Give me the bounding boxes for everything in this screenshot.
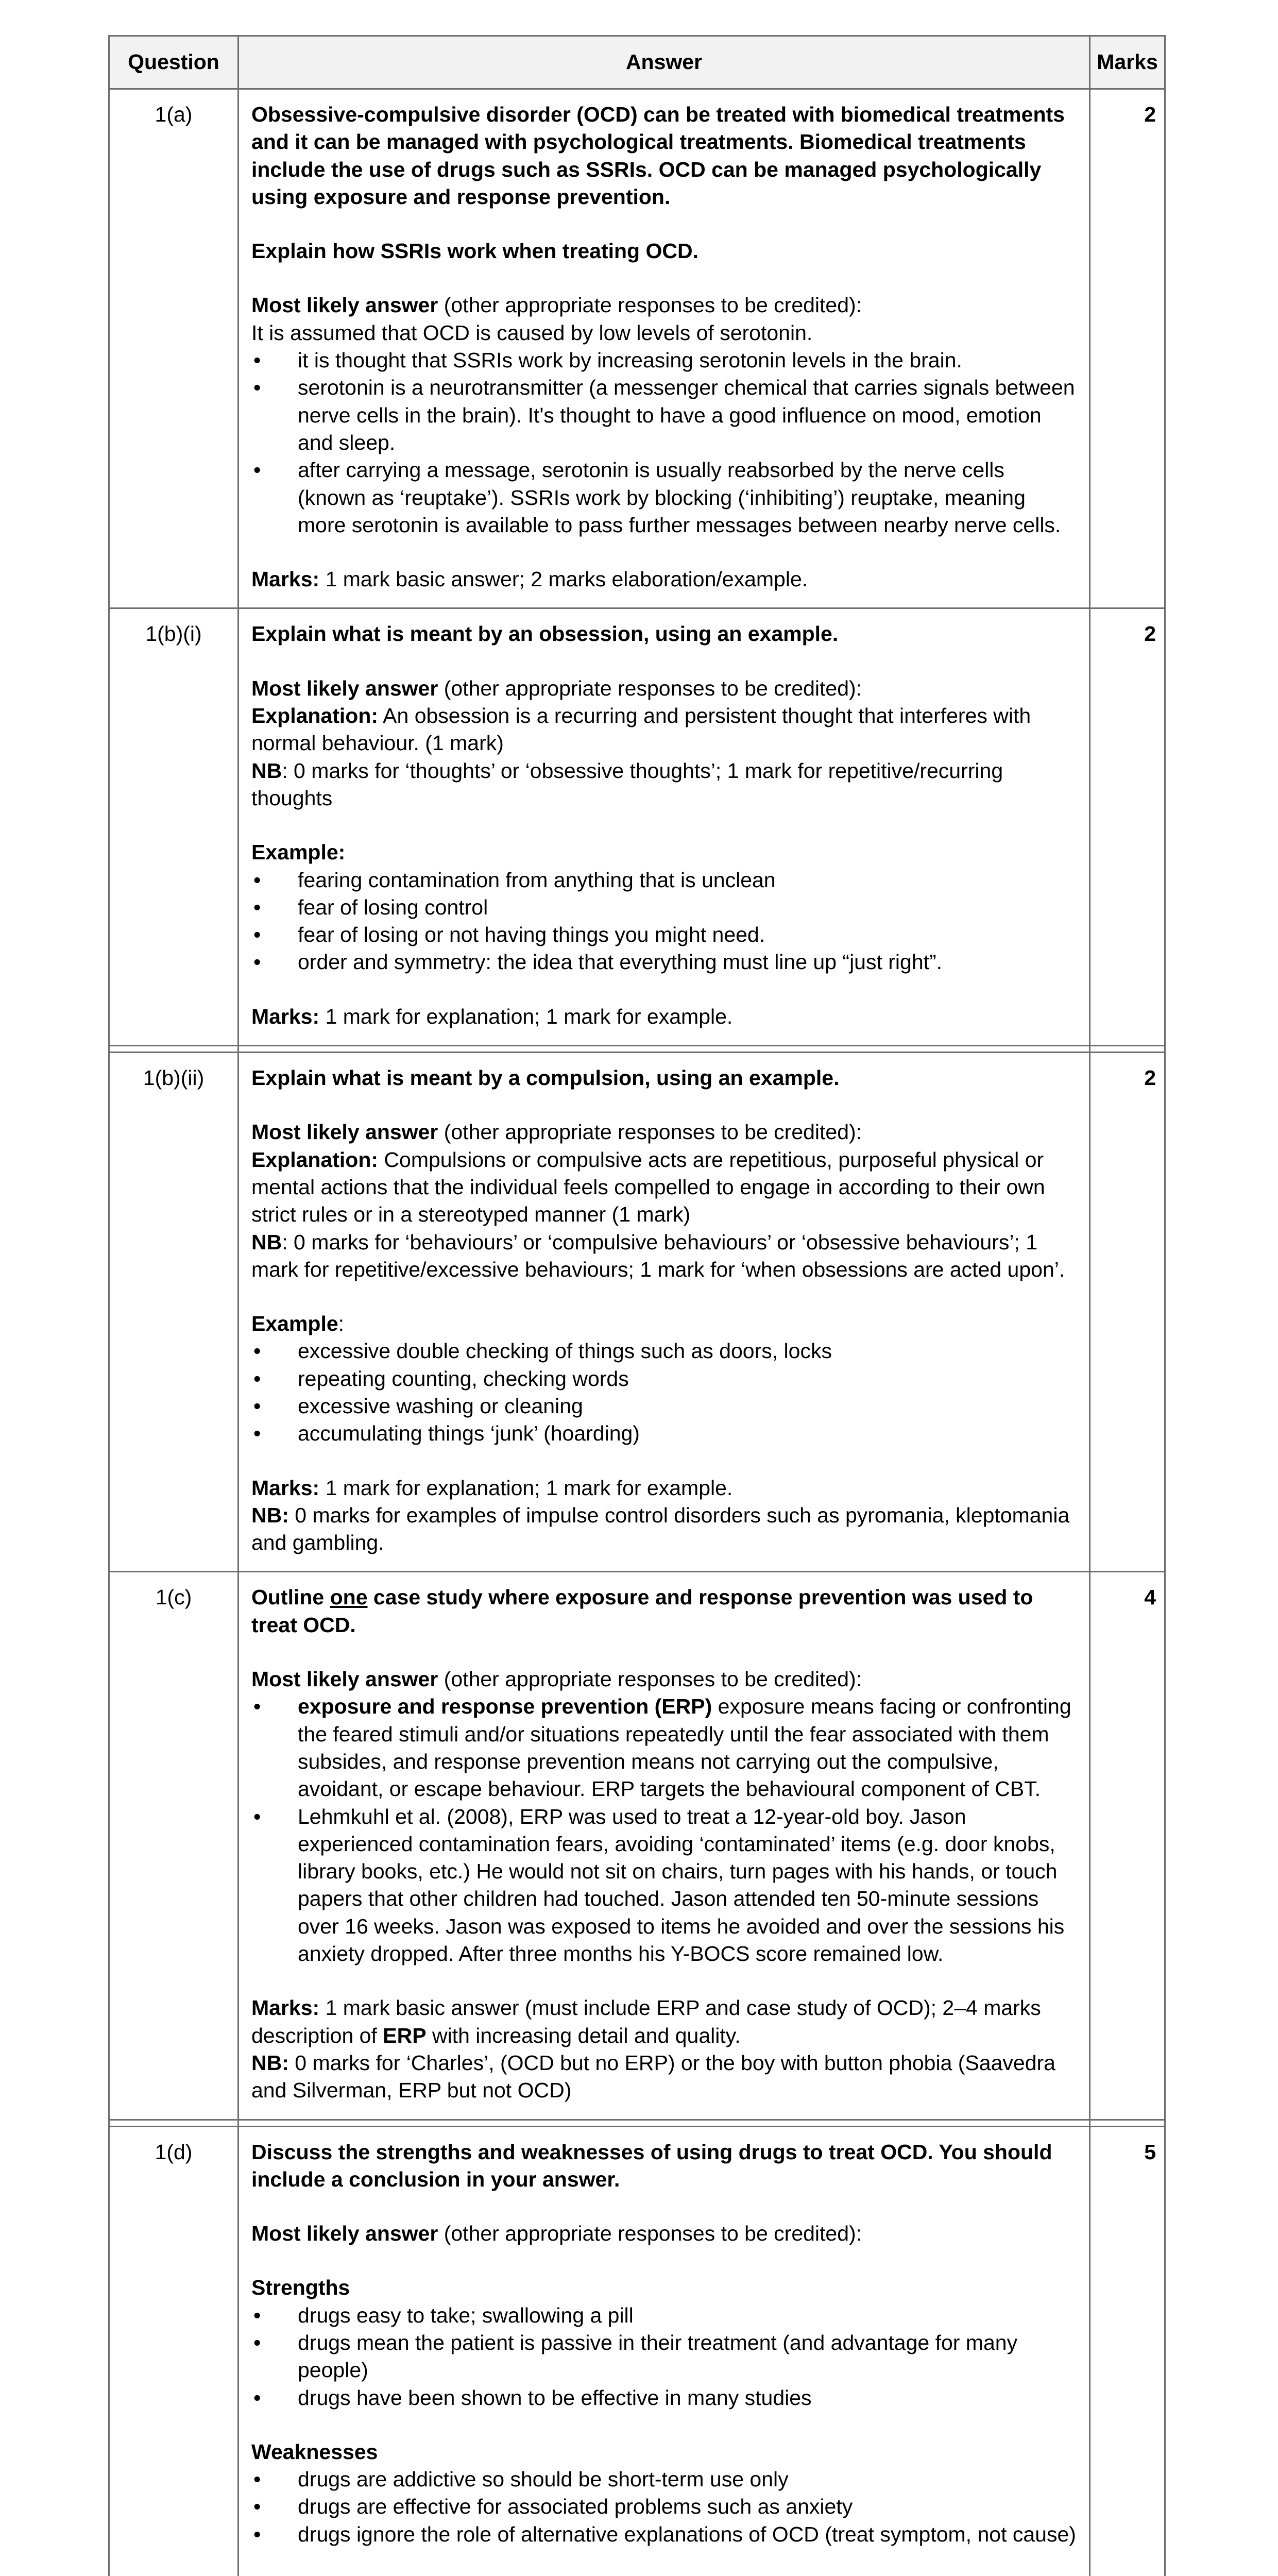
list-item: • drugs ignore the role of alternative explanations of OCD (treat symptom, not cause)	[251, 2521, 1077, 2548]
nb-note	[251, 1502, 1077, 1557]
answer-column-header: Answer	[238, 36, 1090, 89]
nb-label: NB	[251, 1230, 282, 1254]
most-likely-answer-note: (other appropriate responses to be credited):	[438, 676, 862, 700]
most-likely-answer-line	[251, 1118, 1077, 1146]
marks-guidance-text: 1 mark basic answer; 2 marks elaboration/example.	[319, 567, 808, 591]
nb-note	[251, 1229, 1077, 1284]
question-text-end: case study where exposure and response prevention was used to treat OCD.	[251, 1585, 1033, 1637]
list-item: • drugs mean the patient is passive in their treatment (and advantage for many people)	[251, 2329, 1077, 2384]
nb-text: : 0 marks for ‘behaviours’ or ‘compulsive behaviours’ or ‘obsessive behaviours’; 1 mark for repetitive/excessive behaviours; 1 mark for ‘when obsessions are acted upon’.	[251, 1230, 1065, 1281]
list-item: • drugs are addictive so should be short-term use only	[251, 2466, 1077, 2493]
question-column-header: Question	[109, 36, 238, 89]
marks-column-header: Marks	[1090, 36, 1165, 89]
list-item: • excessive double checking of things such as doors, locks	[251, 1337, 1077, 1365]
row-separator	[109, 2120, 1165, 2126]
list-item: • order and symmetry: the idea that everything must line up “just right”.	[251, 948, 1077, 976]
table-row-1a	[109, 89, 1165, 608]
marks-guidance	[251, 1475, 1077, 1502]
list-item: • fear of losing control	[251, 894, 1077, 921]
erp-definition: exposure means facing or confronting the feared stimuli and/or situations repeatedly until the fear associated with them subsides, and response prevention means not carrying out the compulsive, avoidant, or escape behaviour. ERP targets the behavioural component of CBT.	[298, 1694, 1071, 1801]
nb-text: 0 marks for examples of impulse control disorders such as pyromania, kleptomania and gambling.	[251, 1503, 1070, 1555]
answer-cell	[238, 608, 1090, 1046]
question-text: Explain what is meant by a compulsion, using an example.	[251, 1066, 840, 1090]
question-text	[251, 1584, 1077, 1639]
marks-guidance-text: 1 mark for explanation; 1 mark for example.	[319, 1004, 733, 1028]
question-number: 1(b)(ii)	[109, 1053, 238, 1572]
marks-guidance	[251, 1003, 1077, 1030]
explanation-line	[251, 702, 1077, 757]
most-likely-answer-note: (other appropriate responses to be credited):	[438, 1120, 862, 1144]
explanation-label: Explanation:	[251, 704, 379, 728]
marks-guidance	[251, 566, 1077, 593]
explanation-label: Explanation:	[251, 1147, 379, 1172]
list-item: • drugs have been shown to be effective in many studies	[251, 2384, 1077, 2412]
marks-value: 2	[1090, 1053, 1165, 1572]
mark-scheme-table	[108, 35, 1166, 2576]
marks-value: 5	[1090, 2126, 1165, 2576]
most-likely-answer-label: Most likely answer	[251, 2222, 438, 2246]
list-item: • excessive washing or cleaning	[251, 1393, 1077, 1420]
most-likely-answer-line	[251, 1666, 1077, 1693]
list-item: • it is thought that SSRIs work by increasing serotonin levels in the brain.	[251, 347, 1077, 374]
marks-guidance	[251, 1994, 1077, 2049]
most-likely-answer-line	[251, 675, 1077, 702]
marks-guidance-label: Marks:	[251, 1004, 320, 1028]
nb-label: NB	[251, 758, 282, 783]
nb-text: : 0 marks for ‘thoughts’ or ‘obsessive thoughts’; 1 mark for repetitive/recurring thoughts	[251, 758, 1003, 810]
list-item: • repeating counting, checking words	[251, 1365, 1077, 1393]
list-item: • drugs are effective for associated problems such as anxiety	[251, 2493, 1077, 2520]
nb-label: NB:	[251, 2050, 289, 2075]
answer-cell	[238, 2126, 1090, 2576]
answer-cell	[238, 1053, 1090, 1572]
most-likely-answer-label: Most likely answer	[251, 676, 438, 700]
marks-guidance-label: Marks:	[251, 1996, 320, 2020]
table-row-1c	[109, 1572, 1165, 2120]
question-text-emphasis: one	[330, 1585, 368, 1609]
most-likely-answer-line	[251, 292, 1077, 319]
list-item: • fear of losing or not having things you might need.	[251, 921, 1077, 948]
erp-term: exposure and response prevention (ERP)	[298, 1694, 712, 1719]
most-likely-answer-note: (other appropriate responses to be credited):	[438, 2222, 862, 2246]
list-item: • fearing contamination from anything that is unclean	[251, 867, 1077, 894]
answer-cell	[238, 89, 1090, 608]
answer-bullet-list	[251, 347, 1077, 539]
marks-value: 4	[1090, 1572, 1165, 2120]
example-label: Example:	[251, 840, 346, 865]
weaknesses-bullet-list	[251, 2466, 1077, 2548]
question-text-start: Outline	[251, 1585, 330, 1609]
list-item	[251, 1693, 1077, 1803]
example-bullet-list	[251, 1337, 1077, 1447]
question-number: 1(a)	[109, 89, 238, 608]
most-likely-answer-label: Most likely answer	[251, 1120, 438, 1144]
question-text: Explain what is meant by an obsession, using an example.	[251, 622, 839, 646]
example-colon: :	[338, 1312, 345, 1336]
list-item: • drugs easy to take; swallowing a pill	[251, 2302, 1077, 2329]
marks-value: 2	[1090, 608, 1165, 1046]
marks-guidance-label: Marks:	[251, 567, 320, 591]
question-number: 1(d)	[109, 2126, 238, 2576]
answer-bullet-list	[251, 1693, 1077, 1968]
example-label: Example	[251, 1312, 338, 1336]
nb-text: 0 marks for ‘Charles’, (OCD but no ERP) or the boy with button phobia (Saavedra and Silverman, ERP but not OCD)	[251, 2050, 1055, 2103]
table-header-row	[109, 36, 1165, 89]
marks-guidance-label: Marks:	[251, 1476, 320, 1500]
explanation-text: An obsession is a recurring and persistent thought that interferes with normal behaviour. (1 mark)	[251, 704, 1031, 755]
list-item: • serotonin is a neurotransmitter (a messenger chemical that carries signals between nerve cells in the brain). It's thought to have a good influence on mood, emotion and sleep.	[251, 374, 1077, 456]
nb-label: NB:	[251, 1503, 289, 1527]
explanation-text: Compulsions or compulsive acts are repetitious, purposeful physical or mental actions that the individual feels compelled to engage in according to their own strict rules or in a stereotyped manner (1 mark)	[251, 1147, 1045, 1227]
marks-value: 2	[1090, 89, 1165, 608]
table-row-1d	[109, 2126, 1165, 2576]
most-likely-answer-line	[251, 2220, 1077, 2247]
question-number: 1(c)	[109, 1572, 238, 2120]
strengths-bullet-list	[251, 2302, 1077, 2412]
strengths-heading: Strengths	[251, 2276, 350, 2300]
question-text: Discuss the strengths and weaknesses of using drugs to treat OCD. You should include a conclusion in your answer.	[251, 2140, 1052, 2191]
answer-statement: It is assumed that OCD is caused by low levels of serotonin.	[251, 320, 813, 345]
marks-guidance-emphasis: ERP	[383, 2023, 427, 2047]
question-number: 1(b)(i)	[109, 608, 238, 1046]
list-item: • Lehmkuhl et al. (2008), ERP was used to treat a 12-year-old boy. Jason experienced contamination fears, avoiding ‘contaminated’ items (e.g. door knobs, library books, etc.) He would not sit on chairs, turn pages with his hands, or touch papers that other children had touched. Jason attended ten 50-minute sessions over 16 weeks. Jason was exposed to items he avoided and over the sessions his anxiety dropped. After three months his Y-BOCS score remained low.	[251, 1803, 1077, 1968]
most-likely-answer-label: Most likely answer	[251, 1667, 438, 1691]
most-likely-answer-note: (other appropriate responses to be credited):	[438, 1667, 862, 1691]
question-intro: Obsessive-compulsive disorder (OCD) can be treated with biomedical treatments and it can be managed with psychological treatments. Biomedical treatments include the use of drugs such as SSRIs. OCD can be managed psychologically using exposure and response prevention.	[251, 103, 1065, 209]
list-item: • after carrying a message, serotonin is usually reabsorbed by the nerve cells (known as ‘reuptake’). SSRIs work by blocking (‘inhibiting’) reuptake, meaning more serotonin is available to pass further messages between nearby nerve cells.	[251, 456, 1077, 539]
example-bullet-list	[251, 867, 1077, 976]
marks-guidance-text: 1 mark for explanation; 1 mark for example.	[319, 1476, 733, 1500]
most-likely-answer-label: Most likely answer	[251, 293, 438, 317]
row-separator	[109, 1046, 1165, 1053]
table-row-1bi	[109, 608, 1165, 1046]
question-text: Explain how SSRIs work when treating OCD.	[251, 239, 698, 263]
weaknesses-heading: Weaknesses	[251, 2439, 378, 2464]
marks-guidance-text-end: with increasing detail and quality.	[426, 2023, 741, 2047]
example-heading	[251, 1310, 1077, 1337]
answer-cell	[238, 1572, 1090, 2120]
nb-note	[251, 2049, 1077, 2105]
table-row-1bii	[109, 1053, 1165, 1572]
marks-guidance-text: 1 mark basic answer (must include ERP and case study of OCD); 2–4 marks description of	[251, 1996, 1041, 2047]
nb-note	[251, 757, 1077, 812]
most-likely-answer-note: (other appropriate responses to be credited):	[438, 293, 862, 317]
list-item: • accumulating things ‘junk’ (hoarding)	[251, 1420, 1077, 1447]
explanation-line	[251, 1146, 1077, 1229]
